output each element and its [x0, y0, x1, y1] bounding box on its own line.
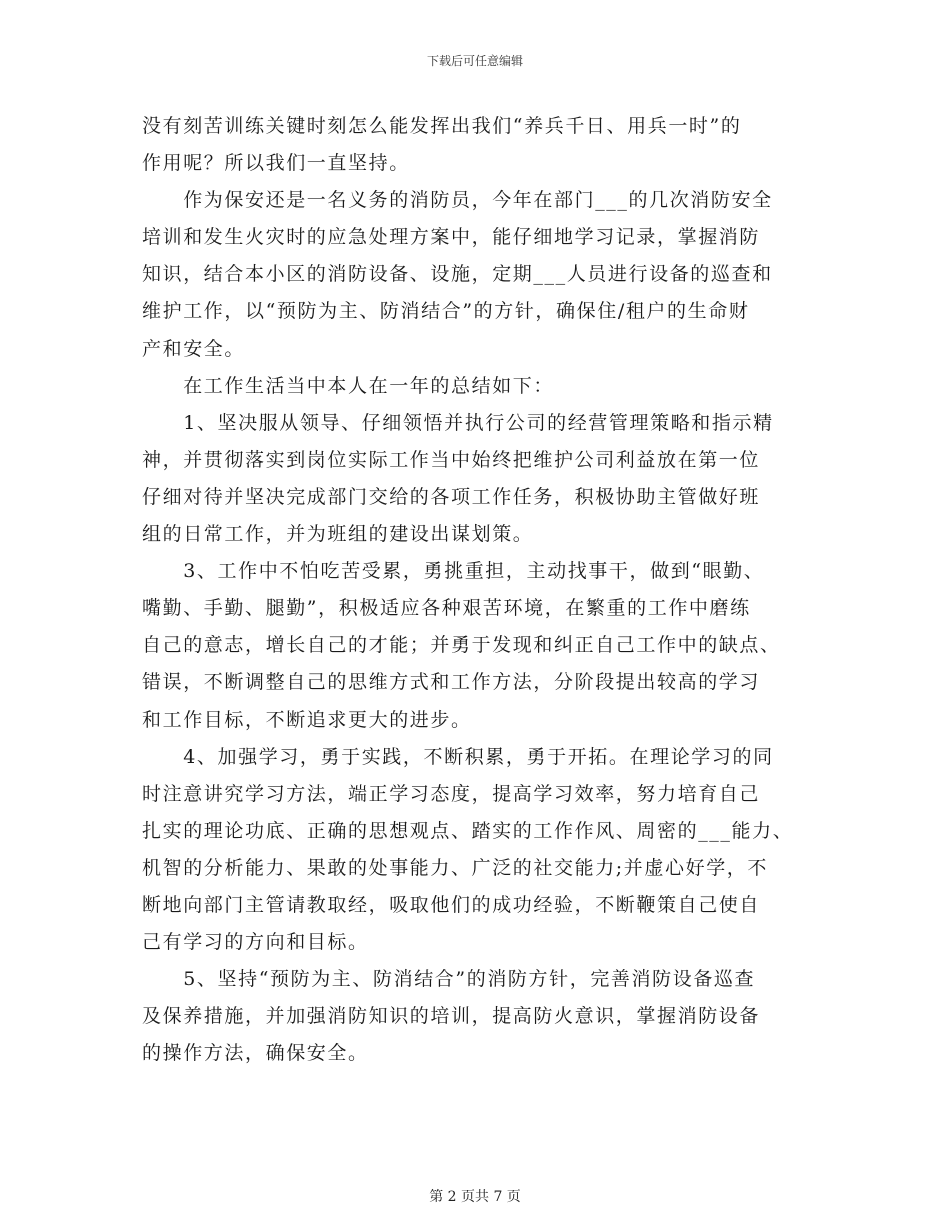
text-line: 及保养措施，并加强消防知识的培训，提高防火意识，掌握消防设备: [142, 1005, 761, 1028]
text-line: 3、工作中不怕吃苦受累，勇挑重担，主动找事干，做到“眼勤、: [142, 560, 765, 583]
text-line: 组的日常工作，并为班组的建设出谋划策。: [142, 523, 534, 546]
text-line: 错误，不断调整自己的思维方式和工作方法，分阶段提出较高的学习: [142, 671, 761, 694]
text-line: 知识，结合本小区的消防设备、设施，定期___人员进行设备的巡查和: [142, 263, 773, 286]
text-line: 自己的意志，增长自己的才能；并勇于发现和纠正自己工作中的缺点、: [142, 634, 781, 657]
text-line: 在工作生活当中本人在一年的总结如下：: [142, 374, 555, 397]
text-line: 5、坚持“预防为主、防消结合”的消防方针，完善消防设备巡查: [142, 968, 756, 991]
text-line: 4、加强学习，勇于实践，不断积累，勇于开拓。在理论学习的同: [142, 745, 774, 768]
page-number: 第 2 页共 7 页: [429, 1189, 521, 1205]
text-line: 仔细对待并坚决完成部门交给的各项工作任务，积极协助主管做好班: [142, 485, 761, 508]
text-line: 神，并贯彻落实到岗位实际工作当中始终把维护公司利益放在第一位: [142, 448, 761, 471]
text-line: 作为保安还是一名义务的消防员，今年在部门___的几次消防安全: [142, 189, 773, 212]
text-line: 己有学习的方向和目标。: [142, 931, 369, 954]
text-line: 作用呢？所以我们一直坚持。: [142, 152, 410, 175]
text-line: 时注意讲究学习方法，端正学习态度，提高学习效率，努力培育自己: [142, 782, 761, 805]
text-line: 1、坚决服从领导、仔细领悟并执行公司的经营管理策略和指示精: [142, 411, 774, 434]
text-line: 嘴勤、手勤、腿勤”，积极适应各种艰苦环境，在繁重的工作中磨练: [142, 597, 751, 620]
text-line: 机智的分析能力、果敢的处事能力、广泛的社交能力;并虚心好学，不: [142, 856, 769, 879]
document-body: [142, 108, 810, 1072]
text-line: 维护工作，以“预防为主、防消结合”的方针，确保住/租户的生命财: [142, 300, 750, 323]
text-line: 没有刻苦训练关键时刻怎么能发挥出我们“养兵千日、用兵一时”的: [142, 115, 742, 137]
text-line: 的操作方法，确保安全。: [142, 1042, 369, 1065]
text-line: 产和安全。: [142, 337, 246, 360]
text-line: 断地向部门主管请教取经，吸取他们的成功经验，不断鞭策自己使自: [142, 893, 761, 916]
text-line: 和工作目标，不断追求更大的进步。: [142, 708, 472, 731]
text-line: 培训和发生火灾时的应急处理方案中，能仔细地学习记录，掌握消防: [142, 226, 761, 249]
text-line: 扎实的理论功底、正确的思想观点、踏实的工作作风、周密的___能力、: [142, 819, 794, 842]
page-header: 下载后可任意编辑: [426, 54, 523, 68]
